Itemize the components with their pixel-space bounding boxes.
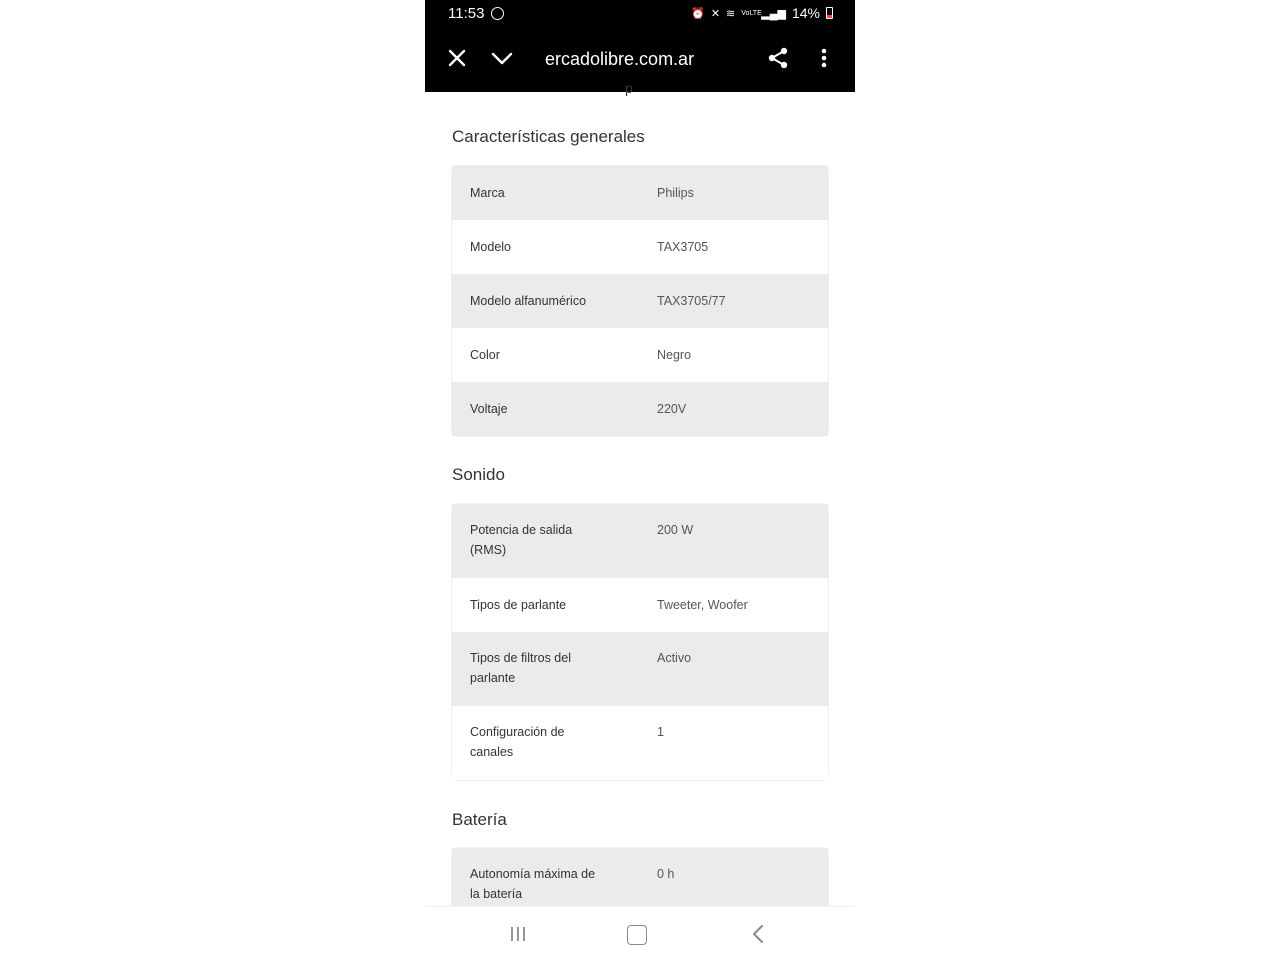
spec-value: TAX3705 bbox=[657, 240, 709, 254]
url-text[interactable]: ercadolibre.com.ar bbox=[545, 49, 695, 69]
spec-row bbox=[452, 578, 828, 632]
mute-icon: ✕ bbox=[710, 7, 721, 20]
page-content bbox=[425, 80, 855, 906]
recents-icon[interactable] bbox=[508, 925, 528, 943]
share-icon[interactable] bbox=[766, 46, 790, 70]
status-icons bbox=[691, 5, 833, 21]
spec-key: Voltaje bbox=[470, 402, 508, 416]
section-title: Sonido bbox=[452, 465, 505, 484]
spec-value: 1 bbox=[657, 725, 664, 739]
clipped-heading: p bbox=[625, 80, 633, 96]
spec-value: Negro bbox=[657, 348, 692, 362]
home-icon[interactable] bbox=[627, 925, 647, 945]
signal-icon: ▂▄▆ bbox=[761, 7, 786, 20]
spec-key: Tipos de parlante bbox=[470, 598, 567, 612]
android-nav-bar bbox=[425, 906, 855, 960]
spec-value: Activo bbox=[657, 651, 692, 665]
browser-top-bar bbox=[425, 0, 855, 92]
wifi-icon: ≋ bbox=[726, 7, 736, 20]
battery-icon bbox=[826, 7, 833, 19]
spec-value: Tweeter, Woofer bbox=[657, 598, 748, 612]
close-icon[interactable] bbox=[445, 46, 469, 70]
spec-table-sound bbox=[452, 504, 828, 780]
spec-value: 200 W bbox=[657, 523, 694, 537]
alarm-icon: ⏰ bbox=[691, 7, 705, 20]
volte-icon: VoLTE bbox=[741, 9, 762, 17]
spec-row bbox=[452, 504, 828, 578]
chevron-down-icon[interactable] bbox=[489, 46, 515, 70]
spec-key: Configuración de canales bbox=[470, 725, 565, 759]
spec-value: 0 h bbox=[657, 867, 675, 881]
section-title: Batería bbox=[452, 810, 507, 829]
spec-value: Philips bbox=[657, 186, 694, 200]
spec-key: Modelo bbox=[470, 240, 511, 254]
spec-row bbox=[452, 382, 828, 436]
spec-row bbox=[452, 328, 828, 382]
phone-screen bbox=[425, 0, 855, 960]
spec-value: 220V bbox=[657, 402, 687, 416]
spec-row bbox=[452, 632, 828, 706]
spec-value: TAX3705/77 bbox=[657, 294, 726, 308]
spec-row bbox=[452, 220, 828, 274]
spec-table-general bbox=[452, 166, 828, 436]
url-bar bbox=[425, 38, 855, 82]
back-icon[interactable] bbox=[751, 923, 765, 945]
more-options-icon[interactable] bbox=[814, 46, 834, 70]
spec-key: Tipos de filtros del parlante bbox=[470, 651, 571, 685]
spec-row bbox=[452, 166, 828, 220]
status-time: 11:53 bbox=[448, 5, 485, 22]
status-bar bbox=[425, 0, 855, 28]
battery-percent: 14% bbox=[791, 5, 820, 21]
whatsapp-icon bbox=[491, 7, 504, 20]
spec-key: Color bbox=[470, 348, 500, 362]
spec-row bbox=[452, 274, 828, 328]
spec-row bbox=[452, 706, 828, 780]
section-title: Características generales bbox=[452, 127, 645, 146]
spec-key: Autonomía máxima de la batería bbox=[470, 867, 596, 901]
spec-key: Potencia de salida (RMS) bbox=[470, 523, 573, 557]
spec-key: Marca bbox=[470, 186, 505, 200]
spec-key: Modelo alfanumérico bbox=[470, 294, 587, 308]
